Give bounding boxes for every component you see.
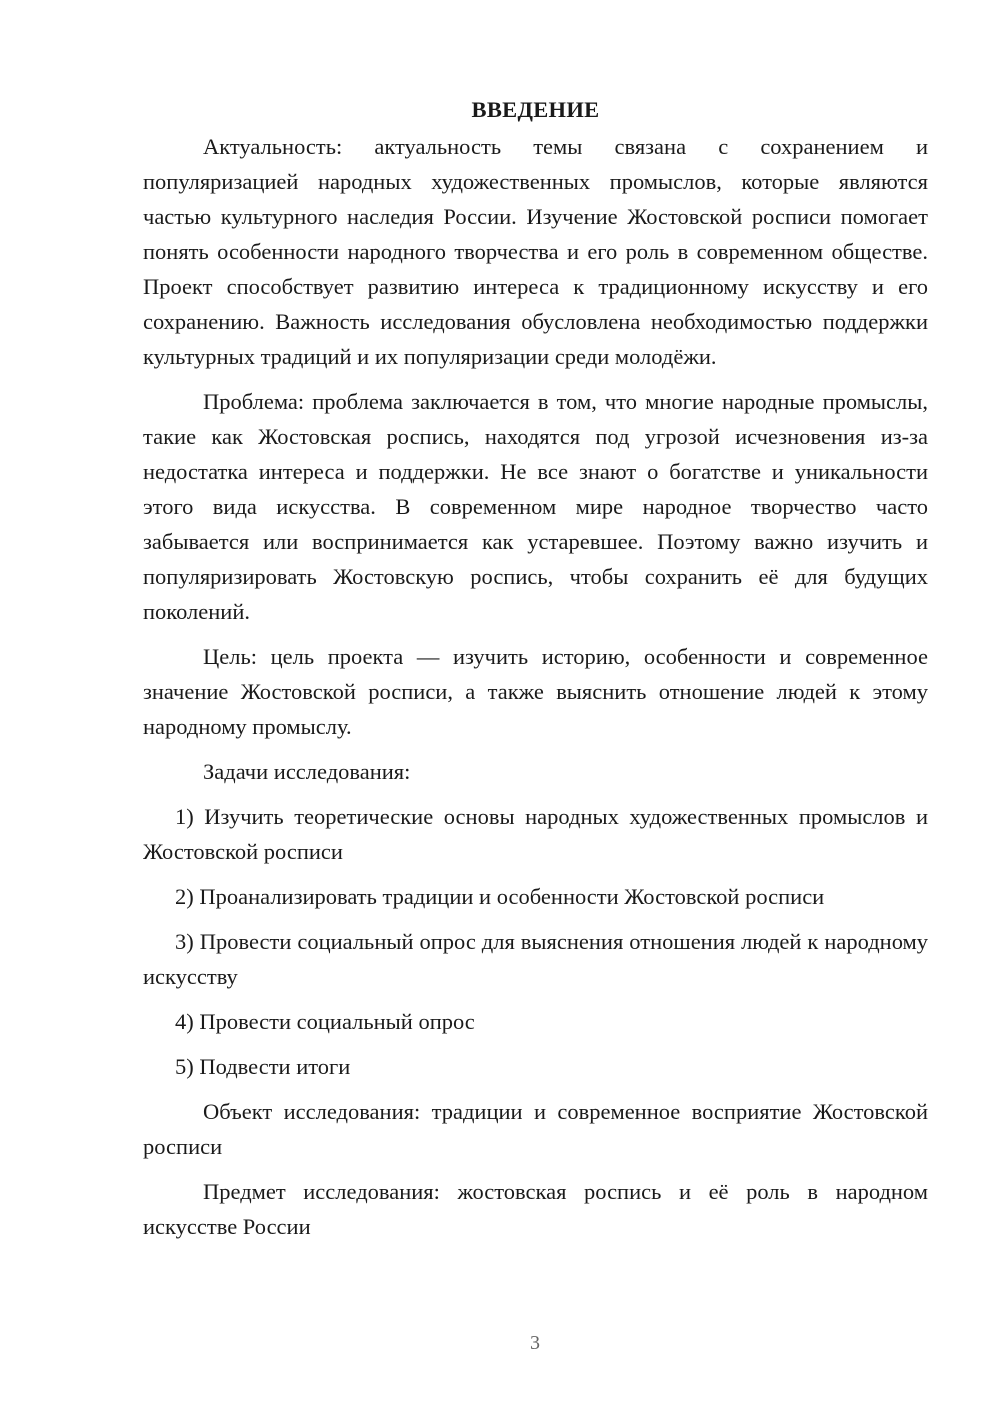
research-object: Объект исследования: традиции и современное восприятие Жостовской росписи: [143, 1099, 928, 1159]
task-item-1: 1) Изучить теоретические основы народных художественных промыслов и Жостовской росписи: [143, 804, 928, 864]
section-title: ВВЕДЕНИЕ: [471, 97, 600, 122]
paragraph-problem: Проблема: проблема заключается в том, что многие народные промыслы, такие как Жостовская роспись, находятся под угрозой исчезновения из-за недостатка интереса и поддержки. Не все знают о богатстве и уникальности этого вида искусства. В современном мире народное творчество часто забывается или воспринимается как устаревшее. Поэтому важно изучить и популяризировать Жостовскую роспись, чтобы сохранить её для будущих поколений.: [143, 389, 928, 624]
task-item-2: 2) Проанализировать традиции и особенности Жостовской росписи: [175, 884, 825, 909]
page-number: 3: [530, 1332, 540, 1354]
paragraph-relevance: Актуальность: актуальность темы связана с сохранением и популяризацией народных художественных промыслов, которые являются частью культурного наследия России. Изучение Жостовской росписи помогает понять особенности народного творчества и его роль в современном обществе. Проект способствует развитию интереса к традиционному искусству и его сохранению. Важность исследования обусловлена необходимостью поддержки культурных традиций и их популяризации среди молодёжи.: [143, 134, 928, 369]
document-page: [143, 92, 928, 1254]
task-item-4: 4) Провести социальный опрос: [175, 1009, 475, 1034]
tasks-heading: Задачи исследования:: [203, 759, 411, 784]
paragraph-goal: Цель: цель проекта — изучить историю, особенности и современное значение Жостовской росписи, а также выяснить отношение людей к этому народному промыслу.: [143, 644, 928, 739]
research-subject: Предмет исследования: жостовская роспись и её роль в народном искусстве России: [143, 1179, 928, 1239]
task-item-3: 3) Провести социальный опрос для выяснения отношения людей к народному искусству: [143, 929, 928, 989]
task-item-5: 5) Подвести итоги: [175, 1054, 351, 1079]
